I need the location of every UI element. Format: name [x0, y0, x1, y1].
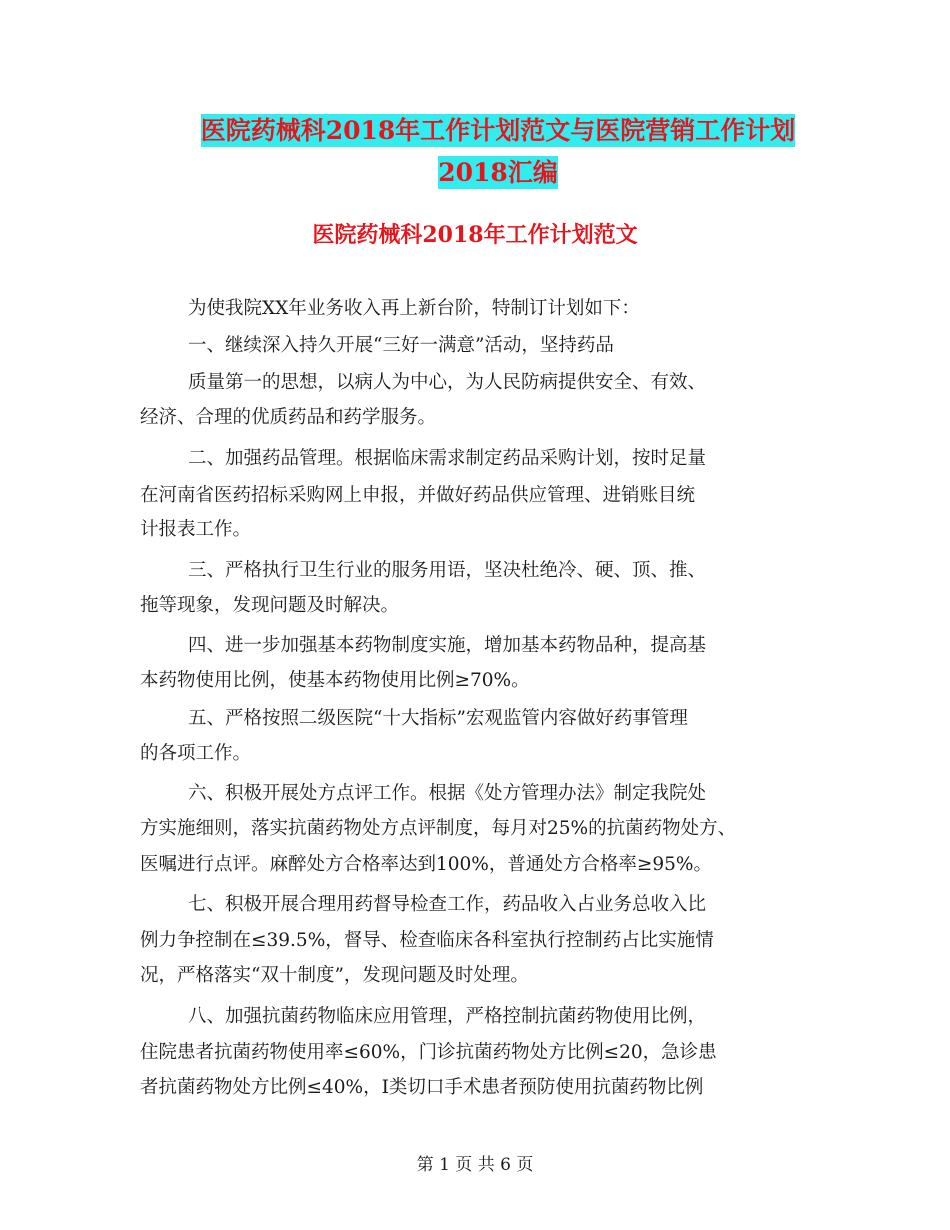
body-line: 一、继续深入持久开展“三好一满意”活动，坚持药品 [188, 335, 614, 356]
document-title-line-1: 医院药械科2018年工作计划范文与医院营销工作计划 [200, 116, 796, 145]
body-line: 医嘱进行点评。麻醉处方合格率达到100%，普通处方合格率≥95%。 [140, 854, 713, 875]
body-line: 三、严格执行卫生行业的服务用语，坚决杜绝冷、硬、顶、推、 [188, 560, 707, 581]
document-title-line-2: 2018汇编 [438, 158, 558, 187]
body-line: 住院患者抗菌药物使用率≤60%，门诊抗菌药物处方比例≤20，急诊患 [140, 1042, 717, 1063]
body-line: 八、加强抗菌药物临床应用管理，严格控制抗菌药物使用比例， [188, 1006, 707, 1027]
body-line: 在河南省医药招标采购网上申报，并做好药品供应管理、进销账目统 [140, 485, 696, 506]
body-line: 质量第一的思想，以病人为中心，为人民防病提供安全、有效、 [188, 372, 707, 393]
body-line: 的各项工作。 [140, 743, 252, 764]
body-line: 例力争控制在≤39.5%，督导、检查临床各科室执行控制药占比实施情 [140, 930, 714, 951]
body-line: 者抗菌药物处方比例≤40%，Ⅰ类切口手术患者预防使用抗菌药物比例 [140, 1077, 704, 1098]
body-line: 拖等现象，发现问题及时解决。 [140, 595, 400, 616]
body-line: 本药物使用比例，使基本药物使用比例≥70%。 [140, 670, 530, 691]
body-line: 计报表工作。 [140, 519, 252, 540]
body-line: 五、严格按照二级医院“十大指标”宏观监管内容做好药事管理 [188, 708, 688, 729]
document-title [187, 110, 809, 194]
body-line: 为使我院XX年业务收入再上新台阶，特制订计划如下： [188, 298, 640, 319]
section-title: 医院药械科2018年工作计划范文 [312, 222, 638, 248]
body-line: 四、进一步加强基本药物制度实施，增加基本药物品种，提高基 [188, 635, 707, 656]
body-line: 方实施细则，落实抗菌药物处方点评制度，每月对25%的抗菌药物处方、 [140, 818, 737, 839]
body-line: 经济、合理的优质药品和药学服务。 [140, 407, 437, 428]
body-line: 况，严格落实“双十制度”，发现问题及时处理。 [140, 965, 529, 986]
body-line: 二、加强药品管理。根据临床需求制定药品采购计划，按时足量 [188, 448, 707, 469]
body-line: 六、积极开展处方点评工作。根据《处方管理办法》制定我院处 [188, 783, 707, 804]
body-line: 七、积极开展合理用药督导检查工作，药品收入占业务总收入比 [188, 894, 707, 915]
page-number-footer: 第 1 页 共 6 页 [416, 1155, 534, 1175]
